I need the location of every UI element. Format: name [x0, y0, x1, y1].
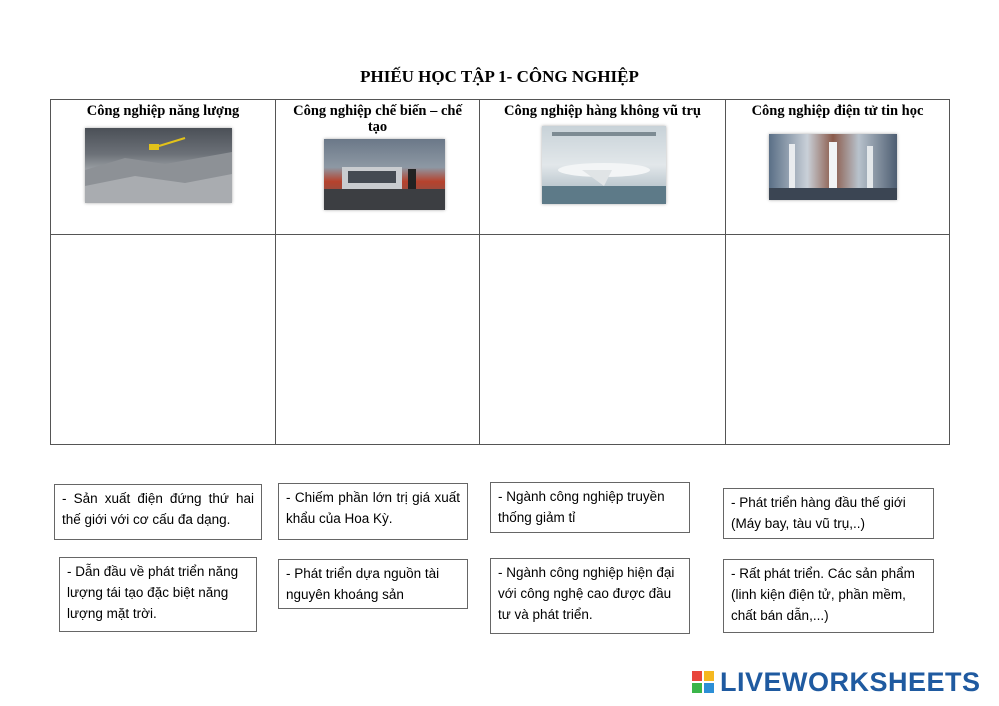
header-electronics [726, 100, 950, 235]
answer-card[interactable]: - Sản xuất điện đứng thứ hai thế giới với cơ cấu đa dạng. [54, 484, 262, 540]
drop-zone-electronics[interactable] [726, 235, 950, 445]
industry-table [50, 99, 950, 445]
logo-squares-icon [692, 671, 714, 693]
aircraft-assembly-photo [542, 126, 666, 204]
header-aerospace [480, 100, 726, 235]
drop-zone-aerospace[interactable] [480, 235, 726, 445]
energy-mine-photo [85, 128, 232, 203]
drop-zone-manufacturing[interactable] [276, 235, 480, 445]
header-energy-label: Công nghiệp năng lượng [86, 103, 240, 119]
header-manufacturing-label: Công nghiệp chế biến – chế tạo [293, 103, 462, 135]
answer-card[interactable]: - Phát triển dựa nguồn tài nguyên khoáng sản [278, 559, 468, 609]
answer-card[interactable]: - Chiếm phần lớn trị giá xuất khẩu của Hoa Kỳ. [278, 483, 468, 540]
answer-card[interactable]: - Ngành công nghiệp truyền thống giảm tỉ [490, 482, 690, 533]
liveworksheets-logo [692, 666, 981, 698]
answer-card[interactable]: - Phát triển hàng đầu thế giới (Máy bay, tàu vũ trụ,..) [723, 488, 934, 539]
header-energy [51, 100, 276, 235]
car-factory-photo [324, 139, 445, 210]
header-aerospace-label: Công nghiệp hàng không vũ trụ [503, 103, 702, 119]
answer-card[interactable]: - Ngành công nghiệp hiện đại với công nghệ cao được đầu tư và phát triển. [490, 558, 690, 634]
worksheet-title: PHIẾU HỌC TẬP 1- CÔNG NGHIỆP [360, 67, 639, 86]
header-electronics-label: Công nghiệp điện tử tin học [751, 103, 924, 119]
electronics-lab-photo [769, 134, 897, 200]
answer-card[interactable]: - Rất phát triển. Các sản phẩm (linh kiện điện tử, phần mềm, chất bán dẫn,...) [723, 559, 934, 633]
answer-card[interactable]: - Dẫn đầu về phát triển năng lượng tái tạo đặc biệt năng lượng mặt trời. [59, 557, 257, 632]
logo-text: LIVEWORKSHEETS [720, 666, 981, 697]
drop-zone-energy[interactable] [51, 235, 276, 445]
header-manufacturing [276, 100, 480, 235]
